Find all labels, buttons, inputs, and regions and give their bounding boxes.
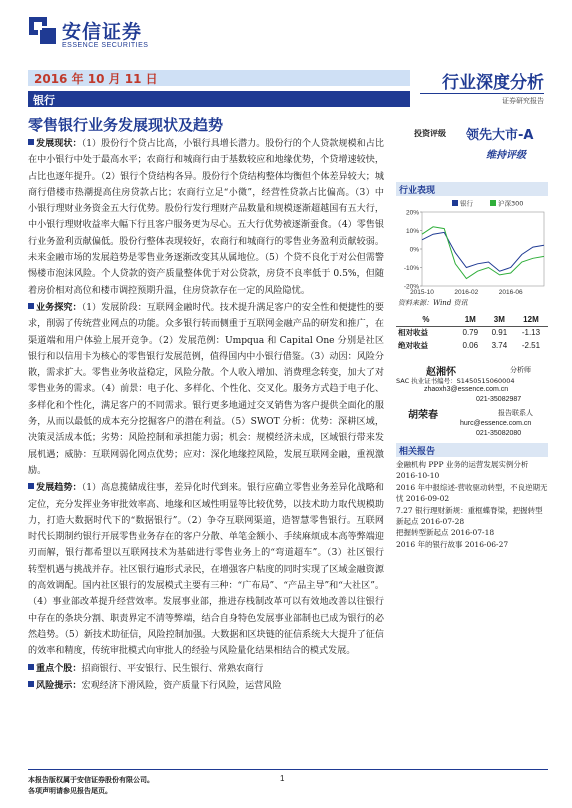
analyst-role: 分析师 <box>510 366 531 374</box>
performance-heading-text: 行业表现 <box>399 186 436 196</box>
industry-bar <box>28 91 410 107</box>
table-header-row <box>396 313 548 326</box>
section-stocks <box>28 661 384 677</box>
table-cell: 0.06 <box>462 341 479 350</box>
footer-divider <box>28 769 548 770</box>
logo-mark-icon <box>28 16 58 46</box>
list-item[interactable] <box>396 539 548 550</box>
analyst-phone: 021-35082987 <box>476 396 522 403</box>
section-label: 发展趋势： <box>36 483 82 494</box>
page-number: 1 <box>280 774 285 783</box>
rating-label: 投资评级 <box>414 128 446 138</box>
report-type: 行业深度分析 <box>442 73 544 93</box>
bullet-icon <box>28 483 34 489</box>
logo-text-en: ESSENCE SECURITIES <box>62 42 149 49</box>
y-tick-label: 0% <box>409 246 419 254</box>
related-date: 2016-09-02 <box>405 494 450 504</box>
x-tick-label: 2016-02 <box>454 289 479 296</box>
table-row <box>396 339 548 352</box>
column-header: 12M <box>523 314 539 324</box>
x-tick-label: 2015-10 <box>410 289 434 296</box>
related-title: 2016 年的银行故事 <box>396 539 463 549</box>
related-title: 金融机构 PPP 业务的运营发展实例分析 <box>396 460 529 469</box>
performance-table <box>396 313 548 352</box>
section-text: 招商银行、平安银行、民生银行、常熟农商行 <box>81 663 264 674</box>
date-bar <box>28 70 410 86</box>
contact-phone: 021-35082080 <box>476 430 522 437</box>
column-header: 3M <box>493 314 505 324</box>
related-title: 把握转型新起点 <box>396 528 449 538</box>
y-tick-label: -20% <box>403 283 419 291</box>
chart-source: 资料来源：Wind 资讯 <box>398 299 468 307</box>
related-title: 7.27 银行理财新规：重框蝶脊梁，把握转型新起点 <box>396 505 543 527</box>
y-tick-label: 20% <box>405 209 419 217</box>
legend-label: 沪深300 <box>498 199 524 208</box>
related-heading <box>396 443 548 457</box>
section-label: 业务探究： <box>36 302 82 313</box>
section-label: 风险提示： <box>36 680 82 691</box>
section-risk <box>28 678 384 694</box>
bullet-icon <box>28 681 34 687</box>
logo-text-cn: 安信证券 <box>62 21 143 43</box>
related-date: 2016-07-18 <box>450 528 495 538</box>
footer-disclaimer <box>28 774 154 796</box>
table-cell: -1.13 <box>521 328 541 338</box>
related-date: 2016-10-10 <box>396 471 440 481</box>
divider <box>420 93 544 94</box>
bullet-icon <box>28 664 34 670</box>
report-date: 2016 年 10 月 11 日 <box>34 72 158 86</box>
performance-chart <box>396 198 548 300</box>
series-line <box>422 232 544 271</box>
industry-label: 银行 <box>33 94 55 107</box>
page-title: 零售银行业务发展现状及趋势 <box>28 116 224 134</box>
section-label: 发展现状： <box>36 139 82 149</box>
list-item[interactable] <box>396 505 548 528</box>
table-row <box>396 326 548 339</box>
bullet-icon <box>28 303 34 309</box>
table-cell: -2.51 <box>521 341 541 350</box>
section-label: 重点个股： <box>36 663 82 674</box>
rating-sub: 维持评级 <box>486 150 526 161</box>
contact-role: 报告联系人 <box>498 409 533 417</box>
list-item[interactable] <box>396 482 548 505</box>
section-text: （1）发展阶段：互联网金融时代。技术提升满足客户的安全性和便捷性的要求，削弱了传统营业网点的功能。众多银行转而侧重于互联网金融产品的研发和推广，在渠道端和用户体验上展开竞争。（2）发展范例：Umpqua 和 Capital One 分别是社区银行和以信用卡为核心的零售银行发展范例，值得国内中小银行借鉴。（3）动因：风险分散，需求扩大。零售业务收益稳定，风险分散。个人收入增加、消费理念转变，加大了对零售业务的需求。（4）前景：电子化、多样化、个性化、交叉化。服务方式趋于电子化、多样化和个性化，满足客户的不同需求。银行更多地通过交叉销售为客户提供全面化的服务，从而以最低的成本充分挖掘客户的潜在利益。（5）SWOT 分析：优势：深耕区域，决策灵活成本低；劣势：风险控制和承担能力弱；机会：规模经济未成，区域银行带来发展机遇；威胁：互联网弱化网点优势；应对：深化地缘控风险，发展互联网金融，重视激励。 <box>28 302 384 476</box>
series-line <box>422 227 544 279</box>
analyst-sac: SAC 执业证书编号：S1450515060004 <box>396 377 515 385</box>
company-logo <box>28 12 178 60</box>
section-text: 宏观经济下滑风险，资产质量下行风险，运营风险 <box>81 680 282 691</box>
row-label: 绝对收益 <box>398 341 428 350</box>
performance-heading <box>396 182 548 196</box>
contact-email[interactable]: hurc@essence.com.cn <box>460 420 532 427</box>
plot-frame <box>422 212 544 286</box>
analyst-email[interactable]: zhaoxh3@essence.com.cn <box>424 386 509 393</box>
section-research <box>28 300 384 479</box>
list-item[interactable] <box>396 527 548 538</box>
column-header: 1M <box>464 314 476 324</box>
footer-line-1: 本报告版权属于安信证券股份有限公司。 <box>28 775 154 784</box>
legend-swatch <box>490 200 496 206</box>
section-text: （1）股份行个贷占比高，小银行具增长潜力。股份行的个人贷款规模和占比在中小银行中处于最高水平；农商行和城商行由于基数较应和地缘优势，个贷增速较快，占比也逐年提升。（2）银行个贷结构各异。股份行个贷结构整体均衡但个体差异较大；城商行借楼市热潮提高住房贷款占比；农商行立足“小微”，经营性贷款占比偏高。（3）中小银行理财业务资金五大行优势。股份行发行理财产品数量和规模逐渐超越国有五大行，中小银行理财收益率大幅下行且客户服务更为尽心。五大行优势被逐渐蚕食。（4）零售银行业务盈利贡献偏低。股份行整体表现较好，农商行和城商行的零售业务盈利贡献较弱。未来金融市场的发展趋势是零售业务逐渐改变其从属地位。（5）个贷不良化于对公但需警惕楼市泡沫风险。个人贷款的资产质量整体优于对公贷款，房贷不良率低于 0.5%，但随着房价相对高位和楼市调控预期升温，住房贷款存在一定的风险隐忧。 <box>28 139 384 296</box>
section-status <box>28 136 384 299</box>
related-date: 2016-06-27 <box>464 539 509 549</box>
analyst-name: 赵湘怀 <box>426 367 456 378</box>
section-text: （1）高息揽储成往事，差异化时代到来。银行应确立零售业务差异化战略和定位，充分发挥业务审批效率高、地缘和区域性明显等比较优势，以技术助力取代规模助力，打造大数据时代下的“数据银行”。（2）争夺互联网渠道，造智慧零售银行。互联网时代长期制约银行开展零售业务存在的客户分散、单笔金额小、手续麻烦成本高等弊端迎刃而解，银行都希望以互联网技术为基础进行零售业务上的“弯道超车”。（3）社区银行转型机遇与挑战并存。社区银行遍形式录民，在增强客户粘度的同时实现了区域金融资源的高效调配。国内社区银行的发展模式主要有三种：“广布局”、“产品主导”和“大社区”。（4）事业部改革提升经营效率。发展事业部，推进存栈制改革可以有效地改善以往银行中存在的条块分割、职责界定不清等弊端，结合自身特色发展事业部制也已成为银行的必然趋势。（5）新技术助征信，风险控制加强。大数据和区块链的征信系统大大提升了征信的效率和精度，传统审批模式向审批人的经验与风险量化结果相结合的模式发展。 <box>28 483 384 657</box>
report-subtype: 证券研究报告 <box>502 97 544 105</box>
x-tick-label: 2016-06 <box>498 289 523 296</box>
legend-label: 银行 <box>460 199 473 208</box>
table-cell: 3.74 <box>491 341 508 350</box>
section-trend <box>28 480 384 659</box>
y-tick-label: -10% <box>403 265 419 272</box>
row-label: 相对收益 <box>398 328 428 338</box>
table-cell: 0.79 <box>462 328 479 338</box>
legend-swatch <box>452 200 458 206</box>
table-cell: 0.91 <box>491 328 508 338</box>
bullet-icon <box>28 139 34 145</box>
main-body <box>28 136 384 768</box>
contact-name: 胡荣春 <box>408 410 438 421</box>
column-header: % <box>422 314 430 324</box>
related-date: 2016-07-28 <box>420 517 465 527</box>
related-heading-text: 相关报告 <box>399 447 436 457</box>
footer-line-2: 各项声明请参见报告尾页。 <box>28 786 112 795</box>
rating-value: 领先大市-A <box>466 128 534 143</box>
related-title: 2016 年中报综述-营收驱动转型，不良逆期无忧 <box>396 482 548 504</box>
related-list <box>396 459 548 550</box>
list-item[interactable] <box>396 459 548 482</box>
y-tick-label: 10% <box>405 228 419 235</box>
